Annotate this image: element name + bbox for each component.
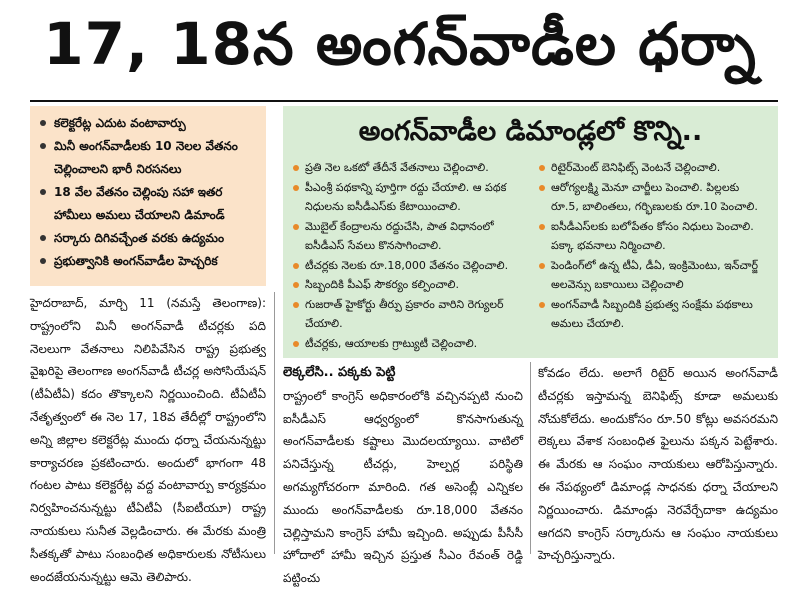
bullet-dot-icon <box>40 189 46 195</box>
highlights-box <box>30 106 266 286</box>
demand-item <box>291 334 523 354</box>
demand-text: ఆరోగ్యలక్ష్మి మెనూ చార్జీలు పెంచాలి. పిల్లలకు రూ.5, బాలింతలు, గర్భిణులకు రూ.10 పెంచాలి. <box>551 180 758 213</box>
highlight-item <box>38 250 260 273</box>
bullet-dot-icon <box>40 258 46 264</box>
highlight-item <box>38 181 260 227</box>
demand-item <box>537 178 769 217</box>
bullet-dot-icon <box>539 185 545 191</box>
highlight-text: సర్కారు దిగివచ్చేంత వరకు ఉద్యమం <box>54 231 225 245</box>
bullet-dot-icon <box>293 302 299 308</box>
demand-item <box>537 295 769 334</box>
demand-item <box>291 275 523 295</box>
demand-item <box>291 178 523 217</box>
demand-text: గుజరాత్ హైకోర్టు తీర్పు ప్రకారం వారిని రెగ్యులర్ చేయాలి. <box>305 297 504 330</box>
article-text: రాష్ట్రంలో కాంగ్రెస్ అధికారంలోకి వచ్చినప్పటి నుంచి ఐసీడీఎస్ ఆధ్వర్యంలో కొనసాగుతున్న అంగన్‌వాడీలకు కష్టాలు మొదలయ్యాయి. వాటిలో పనిచేస్తున్న టీచర్లు, హెల్పర్ల పరిస్థితి అగమ్యగోచరంగా మారింది. గత అసెంబ్లీ ఎన్నికల ముందు అంగన్‌వాడీలకు రూ.18,000 వేతనం చెల్లిస్తామని కాంగ్రెస్ హామీ ఇచ్చింది. అప్పుడు పీసీసీ హోదాలో హామీ ఇచ్చిన ప్రస్తుత సీఎం రేవంత్ రెడ్డి పట్టించు <box>283 388 523 586</box>
demand-item <box>291 295 523 334</box>
highlight-text: 18 వేల వేతనం చెల్లింపు సహా ఇతర హామీలు అమలు చేయాలని డిమాండ్ <box>54 185 225 222</box>
bullet-dot-icon <box>539 302 545 308</box>
demand-text: పీఎంశ్రీ పథకాన్ని పూర్తిగా రద్దు చేయాలి. ఆ పథక నిధులను ఐసీడీఎస్‌కు కేటాయించాలి. <box>305 180 507 213</box>
demand-item <box>291 158 523 178</box>
article-column-right <box>538 362 778 567</box>
demands-list-left <box>291 158 523 353</box>
demand-text: అంగన్‌వాడీ సిబ్బందికి ప్రభుత్వ సంక్షేమ పథకాలు అమలు చేయాలి. <box>551 297 753 330</box>
highlight-item <box>38 227 260 250</box>
demand-item <box>537 158 769 178</box>
column-divider <box>274 292 275 554</box>
bullet-dot-icon <box>293 224 299 230</box>
demand-text: రిటైర్‌మెంట్ బెనిఫిట్స్ వెంటనే చెల్లించాలి. <box>551 161 721 174</box>
demands-box <box>283 106 778 358</box>
demands-list-right <box>537 158 769 334</box>
highlight-text: మినీ అంగన్‌వాడీలకు 10 నెలల వేతనం చెల్లించాలని భారీ నిరసనలు <box>54 139 238 176</box>
bullet-dot-icon <box>539 263 545 269</box>
demand-item <box>291 256 523 276</box>
demand-text: టీచర్లకు, ఆయాలకు గ్రాట్యుటీ చెల్లించాలి. <box>305 336 478 350</box>
highlight-item <box>38 112 260 135</box>
demand-text: సిబ్బందికి పీఎఫ్ సౌకర్యం కల్పించాలి. <box>305 278 459 291</box>
demand-text: టీచర్లకు నెలకు రూ.18,000 వేతనం చెల్లించాలి. <box>305 258 509 272</box>
bullet-dot-icon <box>293 263 299 269</box>
highlight-text: కలెక్టరేట్ల ఎదుట వంటావార్పు <box>54 116 186 130</box>
column-divider <box>530 362 531 554</box>
demand-text: ప్రతి నెల ఒకటో తేదీనే వేతనాలు చెల్లించాలి. <box>305 161 489 174</box>
bullet-dot-icon <box>40 235 46 241</box>
bullet-dot-icon <box>40 120 46 126</box>
headline-rule <box>30 100 778 102</box>
article-column-middle <box>283 362 523 590</box>
demand-item <box>537 217 769 256</box>
bullet-dot-icon <box>293 185 299 191</box>
bullet-dot-icon <box>293 165 299 171</box>
article-text: కోవడం లేదు. అలాగే రిటైర్ అయిన అంగన్‌వాడీ టీచర్లకు ఇస్తామన్న బెనిఫిట్స్ కూడా అమలుకు నోచుకోలేదు. అందుకోసం రూ.50 కోట్లు అవసరమని లెక్కలు వేశాక సంబంధిత ఫైలును పక్కన పెట్టేశారు. ఈ మేరకు ఆ సంఘం నాయకులు ఆరోపిస్తున్నారు. ఈ నేపథ్యంలో డిమాండ్ల సాధనకు ధర్నా చేయాలని నిర్ణయించారు. డిమాండ్లు నెరవేర్చేదాకా ఉద్యమం ఆగదని కాంగ్రెస్ సర్కారును ఆ సంఘం నాయకులు హెచ్చరిస్తున్నారు. <box>538 366 778 563</box>
bullet-dot-icon <box>539 224 545 230</box>
headline: 17, 18న అంగన్‌వాడీల ధర్నా <box>43 9 757 78</box>
article-text: హైదరాబాద్, మార్చి 11 (నమస్తే తెలంగాణ): రాష్ట్రంలోని మినీ అంగన్‌వాడీ టీచర్లకు పది నెలలుగా వేతనాలు నిలిపివేసిన రాష్ట్ర ప్రభుత్వ వైఖరిపై తెలంగాణ అంగన్‌వాడీ టీచర్ల అసోసియేషన్ (టీఏటీఏ) కదం తొక్కాలని నిర్ణయించింది. టీఏటీఏ నేతృత్వంలో ఈ నెల 17, 18వ తేదీల్లో రాష్ట్రంలోని అన్ని జిల్లాల కలెక్టరేట్ల ముందు ధర్నా చేయనున్నట్టు కార్యాచరణ ప్రకటించారు. అందులో భాగంగా 48 గంటల పాటు కలెక్టరేట్ల వద్ద వంటావార్పు కార్యక్రమం నిర్వహించనున్నట్టు టీఏటీఏ (సీఐటీయూ) రాష్ట్ర నాయకులు సునీత వెల్లడించారు. ఈ మేరకు మంత్రి సీతక్కతో పాటు సంబంధిత అధికారులకు నోటీసులు అందజేయనున్నట్టు ఆమె తెలిపారు. <box>30 296 266 584</box>
bullet-dot-icon <box>40 143 46 149</box>
demand-text: ఐసీడీఎస్‌లకు బలోపేతం కోసం నిధులు పెంచాలి. పక్కా భవనాలు నిర్మించాలి. <box>551 219 754 252</box>
bullet-dot-icon <box>293 282 299 288</box>
highlight-item <box>38 135 260 181</box>
article-column-left <box>30 292 266 588</box>
demand-item <box>537 256 769 295</box>
demand-text: మొబైల్ కేంద్రాలను రద్దుచేసి, పాత విధానంలో ఐసీడీఎస్ సేవలు కొనసాగించాలి. <box>305 219 494 252</box>
highlights-list <box>38 112 260 273</box>
demands-title: అంగన్‌వాడీల డిమాండ్లలో కొన్ని.. <box>358 116 703 147</box>
bullet-dot-icon <box>293 341 299 347</box>
highlight-text: ప్రభుత్వానికి అంగన్‌వాడీల హెచ్చరిక <box>54 254 218 268</box>
demand-text: పెండింగ్‌లో ఉన్న టీఏ, డీఏ, ఇంక్రిమెంటు, ఇన్‌చార్జ్ అలవెన్సు బకాయిలు చెల్లించాలి <box>551 258 759 291</box>
demand-item <box>291 217 523 256</box>
bullet-dot-icon <box>539 165 545 171</box>
article-subhead: లెక్కలేసి.. పక్కకు పెట్టి <box>283 365 396 380</box>
